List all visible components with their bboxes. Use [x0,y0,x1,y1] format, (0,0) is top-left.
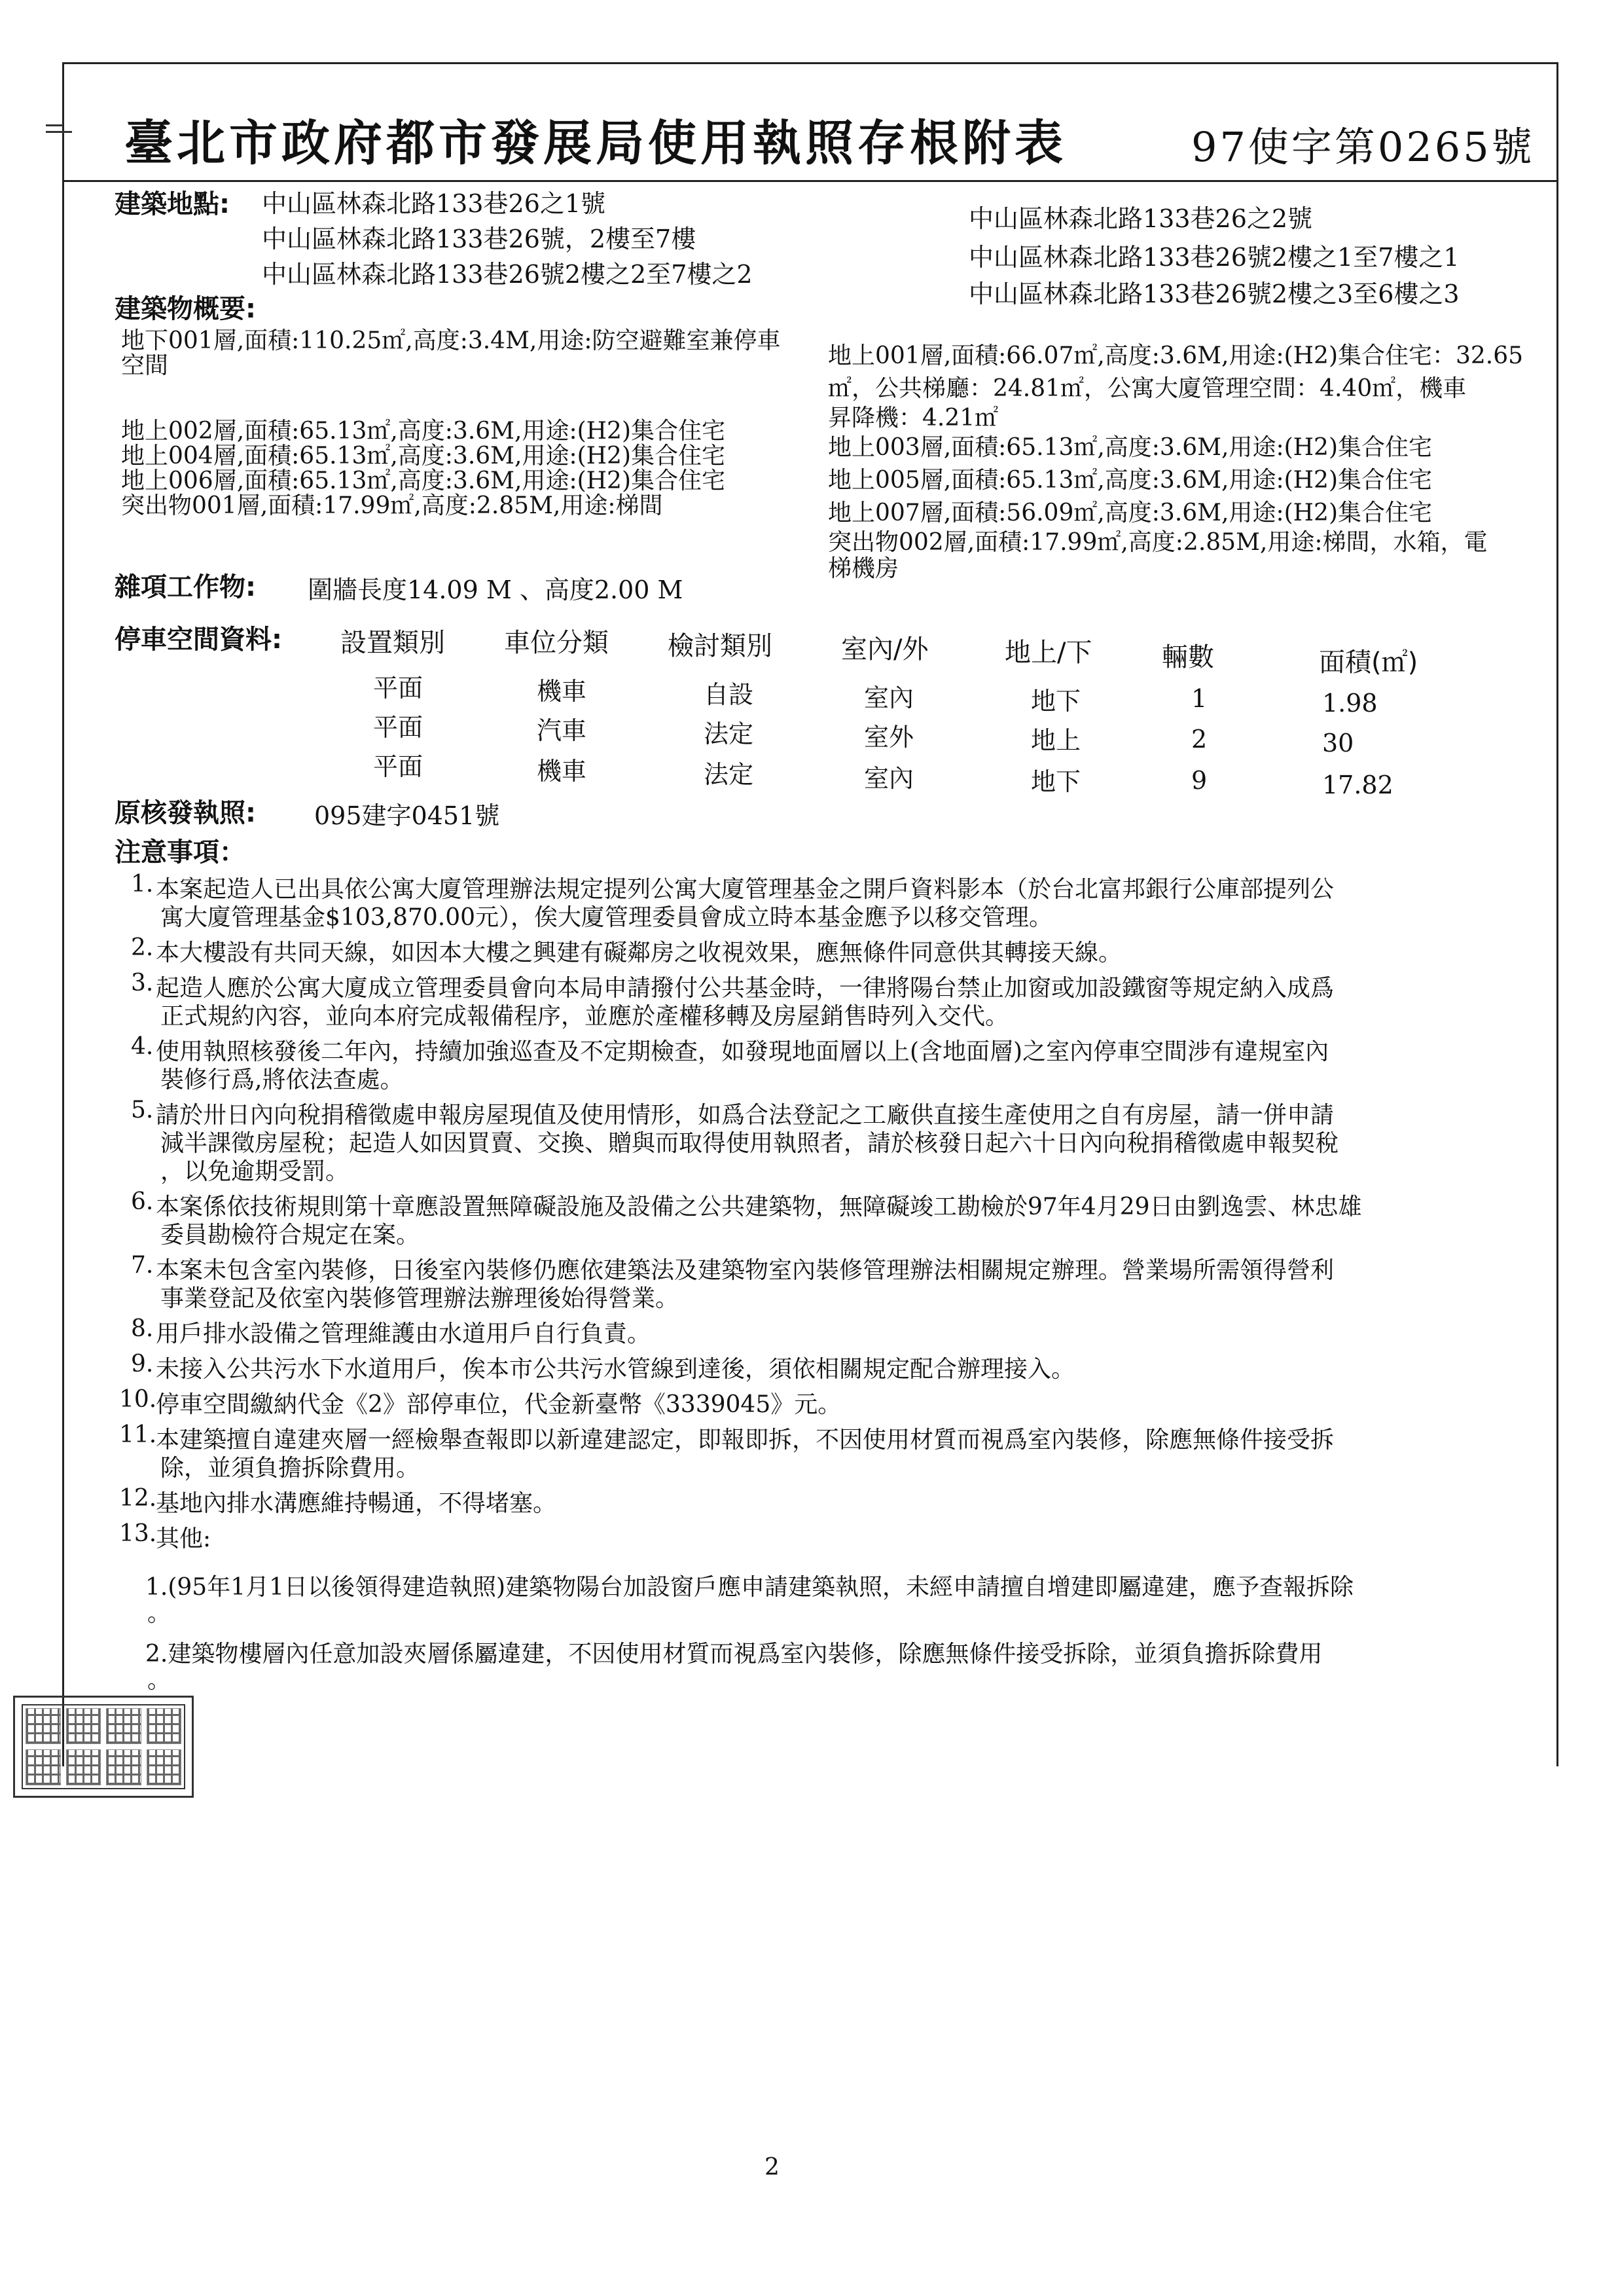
note-subitem-line: 2.建築物樓層內任意加設夾層係屬違建，不因使用材質而視爲室內裝修，除應無條件接受拆除，並須負擔拆除費用 [145,1641,1323,1667]
note-text-line: 起造人應於公寓大廈成立管理委員會向本局申請撥付公共基金時，一律將陽台禁止加窗或加設鐵窗等規定納入成爲 [156,975,1335,1002]
parking-cell: 室內 [864,683,914,712]
parking-cell: 30 [1322,729,1354,757]
parking-cell: 平面 [373,713,423,742]
title-divider [62,180,1556,182]
building-left-line: 突出物001層,面積:17.99㎡,高度:2.85M,用途:梯間 [121,492,663,519]
note-number: 2. [131,934,154,961]
note-number: 13. [119,1520,157,1547]
note-number: 7. [131,1252,154,1279]
note-text-line: 減半課徵房屋稅；起造人如因買賣、交換、贈與而取得使用執照者，請於核發日起六十日內向稅捐稽徵處申報契稅 [160,1130,1339,1157]
note-text-line: 本案起造人已出具依公寓大廈管理辦法規定提列公寓大廈管理基金之開戶資料影本（於台北富邦銀行公庫部提列公 [156,876,1335,903]
note-number: 5. [131,1097,154,1123]
note-text-line: 除，並須負擔拆除費用。 [160,1455,420,1482]
building-right-line: 昇降機：4.21㎡ [828,405,999,431]
parking-cell: 機車 [537,677,587,706]
building-right-line: 梯機房 [828,555,899,582]
building-right-line: 地上005層,面積:65.13㎡,高度:3.6M,用途:(H2)集合住宅 [828,467,1432,494]
original-license-label: 原核發執照: [115,798,256,828]
parking-cell: 室外 [864,723,914,752]
note-number: 11. [119,1421,157,1448]
note-text-line: 本大樓設有共同天線，如因本大樓之興建有礙鄰房之收視效果，應無條件同意供其轉接天線。 [156,939,1123,966]
page-title: 臺北市政府都市發展局使用執照存根附表 [124,115,1067,172]
parking-cell: 9 [1191,766,1208,795]
note-text-line: 使用執照核發後二年內，持續加強巡查及不定期檢查，如發現地面層以上(含地面層)之室內停車空間涉有違規室內 [156,1038,1329,1065]
note-text-line: 事業登記及依室內裝修管理辦法辦理後始得營業。 [160,1285,679,1312]
building-right-line: 地上007層,面積:56.09㎡,高度:3.6M,用途:(H2)集合住宅 [828,500,1432,526]
note-text-line: 正式規約內容，並向本府完成報備程序，並應於產權移轉及房屋銷售時列入交代。 [160,1003,1009,1030]
parking-cell: 法定 [704,760,754,789]
note-text-line: 寓大廈管理基金$103,870.00元），俟大廈管理委員會成立時本基金應予以移交管理。 [160,904,1053,931]
note-number: 4. [131,1033,154,1060]
parking-cell: 地下 [1031,767,1081,796]
margin-tick [46,124,63,126]
parking-cell: 1.98 [1322,689,1378,718]
parking-cell: 平面 [373,674,423,702]
parking-cell: 2 [1191,725,1208,754]
note-text-line: 本建築擅自違建夾層一經檢舉查報即以新違建認定，即報即拆，不因使用材質而視爲室內裝修，除應無條件接受拆 [156,1427,1335,1453]
location-right-line: 中山區林森北路133巷26之2號 [969,204,1313,233]
note-subitem-line: 。 [147,1600,171,1627]
parking-cell: 17.82 [1322,771,1393,799]
parking-header: 輛數 [1162,642,1214,672]
note-subitem-line: 。 [147,1667,171,1694]
note-text-line: 其他: [156,1525,211,1552]
note-subitem-line: 1.(95年1月1日以後領得建造執照)建築物陽台加設窗戶應申請建築執照，未經申請擅自增建即屬違建，應予查報拆除 [145,1574,1354,1601]
parking-header: 檢討類別 [668,631,772,661]
original-license-value: 095建字0451號 [314,801,500,830]
note-number: 12. [119,1485,157,1512]
parking-cell: 機車 [537,757,587,786]
parking-cell: 地下 [1031,687,1081,716]
parking-header: 室內/外 [841,634,929,665]
parking-label: 停車空間資料: [115,625,282,655]
building-left-line: 地上002層,面積:65.13㎡,高度:3.6M,用途:(H2)集合住宅 [121,418,725,445]
misc-label: 雜項工作物: [115,572,256,602]
note-text-line: 裝修行爲,將依法查處。 [160,1066,404,1093]
misc-value: 圍牆長度14.09 M 、高度2.00 M [308,575,683,604]
page-number: 2 [764,2154,780,2181]
parking-cell: 1 [1191,684,1208,713]
parking-cell: 平面 [373,752,423,781]
building-right-line: 突出物002層,面積:17.99㎡,高度:2.85M,用途:梯間，水箱，電 [828,529,1488,556]
location-right-line: 中山區林森北路133巷26號2樓之3至6樓之3 [969,280,1460,308]
note-text-line: 請於卅日內向稅捐稽徵處申報房屋現值及使用情形，如爲合法登記之工廠供直接生產使用之自有房屋，請一併申請 [156,1102,1335,1129]
parking-header: 設置類別 [340,628,445,658]
building-label: 建築物概要: [115,294,256,324]
note-number: 6. [131,1188,154,1215]
parking-header: 車位分類 [504,628,609,658]
parking-cell: 地上 [1031,726,1081,755]
parking-cell: 法定 [704,720,754,748]
location-left-line: 中山區林森北路133巷26之1號 [262,189,606,218]
building-left-line: 空間 [121,352,169,379]
location-left-line: 中山區林森北路133巷26號2樓之2至7樓之2 [262,260,753,289]
note-text-line: ，以免逾期受罰。 [160,1158,350,1185]
notes-label: 注意事項： [115,837,245,867]
parking-cell: 室內 [864,764,914,793]
location-label: 建築地點: [115,189,230,219]
building-left-line: 地下001層,面積:110.25㎡,高度:3.4M,用途:防空避難室兼停車 [121,327,781,354]
parking-header: 地上/下 [1005,638,1092,668]
parking-header: 面積(㎡) [1319,647,1418,678]
note-number: 3. [131,970,154,996]
location-left-line: 中山區林森北路133巷26號，2樓至7樓 [262,225,696,253]
location-right-line: 中山區林森北路133巷26號2樓之1至7樓之1 [969,243,1460,272]
parking-cell: 自設 [704,680,754,709]
note-text-line: 停車空間繳納代金《2》部停車位，代金新臺幣《3339045》元。 [156,1391,842,1418]
building-right-line: 地上003層,面積:65.13㎡,高度:3.6M,用途:(H2)集合住宅 [828,434,1432,461]
building-left-line: 地上004層,面積:65.13㎡,高度:3.6M,用途:(H2)集合住宅 [121,443,725,469]
note-number: 1. [131,871,154,898]
margin-tick [46,131,72,133]
note-number: 9. [131,1351,154,1377]
note-text-line: 委員勘檢符合規定在案。 [160,1222,420,1248]
note-text-line: 本案未包含室內裝修，日後室內裝修仍應依建築法及建築物室內裝修管理辦法相關規定辦理。營業場所需領得營利 [156,1257,1335,1284]
note-text-line: 未接入公共污水下水道用戶，俟本市公共污水管線到達後，須依相關規定配合辦理接入。 [156,1356,1075,1383]
note-number: 10. [119,1386,157,1413]
official-seal-stamp [13,1696,194,1798]
building-right-line: ㎡，公共梯廳：24.81㎡，公寓大廈管理空間：4.40㎡，機車 [828,375,1467,402]
building-left-line: 地上006層,面積:65.13㎡,高度:3.6M,用途:(H2)集合住宅 [121,467,725,494]
note-text-line: 本案係依技術規則第十章應設置無障礙設施及設備之公共建築物，無障礙竣工勘檢於97年4月29日由劉逸雲、林忠雄 [156,1194,1362,1220]
parking-cell: 汽車 [537,716,587,745]
note-text-line: 基地內排水溝應維持暢通，不得堵塞。 [156,1490,557,1517]
note-text-line: 用戶排水設備之管理維護由水道用戶自行負責。 [156,1321,651,1347]
note-number: 8. [131,1315,154,1342]
building-right-line: 地上001層,面積:66.07㎡,高度:3.6M,用途:(H2)集合住宅：32.65 [828,342,1524,369]
document-number: 97使字第0265號 [1191,123,1535,171]
